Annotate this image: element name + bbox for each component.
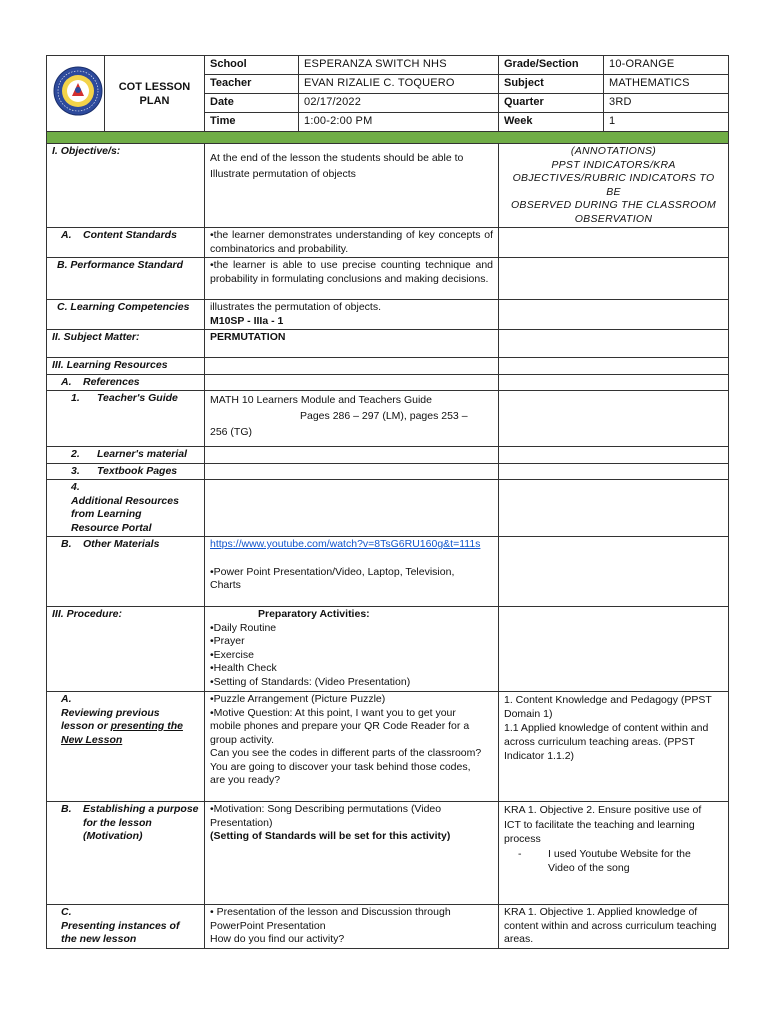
cot-title — [105, 56, 205, 132]
green-divider-band — [47, 132, 729, 144]
objectives-label: I. Objective/s: — [47, 144, 205, 228]
time-label: Time — [205, 113, 299, 132]
other-materials-text: https://www.youtube.com/watch?v=8TsG6RU160g&t=111s •Power Point Presentation/Video, Laptop, Television, Charts — [205, 537, 499, 607]
procedure-label: III. Procedure: — [47, 607, 205, 692]
prep-item: •Setting of Standards: (Video Presentation) — [210, 675, 411, 688]
step-c-text: • Presentation of the lesson and Discussion through PowerPoint Presentation How do you find our activity? — [205, 905, 499, 949]
annotations-header: (ANNOTATIONS) PPST INDICATORS/KRA OBJECTIVES/RUBRIC INDICATORS TO BE OBSERVED DURING THE CLASSROOM OBSERVATION — [499, 144, 729, 228]
step-c-annotation: KRA 1. Objective 1. Applied knowledge of content within and across curriculum teaching areas. — [499, 905, 729, 949]
step-b-label: B. Establishing a purpose for the lesson (Motivation) — [47, 802, 205, 905]
time-value: 1:00-2:00 PM — [299, 113, 499, 132]
deped-seal-icon — [52, 65, 104, 117]
competency-code: M10SP - IIIa - 1 — [210, 314, 284, 327]
subject-matter-label: II. Subject Matter: — [47, 330, 205, 358]
date-label: Date — [205, 94, 299, 113]
content-standards-text: •the learner demonstrates understanding of key concepts of combinatorics and probability. — [205, 228, 499, 258]
teachers-guide-text: MATH 10 Learners Module and Teachers Guide Pages 286 – 297 (LM), pages 253 – 256 (TG) — [205, 391, 499, 447]
prep-item: •Prayer — [210, 635, 245, 647]
lesson-plan-table — [46, 55, 729, 949]
performance-standard-text: •the learner is able to use precise counting technique and probability in formulating conclusions and making decisions. — [205, 258, 499, 300]
subject-value: MATHEMATICS — [604, 75, 729, 94]
step-a-label: A.Reviewing previous lesson or presenting the New Lesson — [47, 692, 205, 802]
step-a-annotation: 1. Content Knowledge and Pedagogy (PPST Domain 1) 1.1 Applied knowledge of content within and across curriculum teaching areas. (PPST Indicator 1.1.2) — [499, 692, 729, 802]
date-value: 02/17/2022 — [299, 94, 499, 113]
teacher-value: EVAN RIZALIE C. TOQUERO — [299, 75, 499, 94]
other-materials-label: B. Other Materials — [47, 537, 205, 607]
teacher-label: Teacher — [205, 75, 299, 94]
prep-item: •Exercise — [210, 648, 254, 661]
additional-resources-label: 4.Additional Resources from Learning Resource Portal — [47, 480, 205, 537]
competencies-annotation — [499, 300, 729, 330]
youtube-link[interactable]: https://www.youtube.com/watch?v=8TsG6RU160g&t=111s — [210, 538, 481, 550]
title-line-1: COT LESSON — [118, 80, 191, 93]
school-value: ESPERANZA SWITCH NHS — [299, 56, 499, 75]
step-c-label: C.Presenting instances of the new lesson — [47, 905, 205, 949]
quarter-label: Quarter — [499, 94, 604, 113]
teachers-guide-label: 1. Teacher's Guide — [47, 391, 205, 447]
performance-standard-annotation — [499, 258, 729, 300]
competencies-text: illustrates the permutation of objects. M10SP - IIIa - 1 — [205, 300, 499, 330]
learners-material-label: 2. Learner's material — [47, 447, 205, 464]
references-label: A. References — [47, 374, 205, 391]
lesson-plan-document — [46, 55, 728, 949]
objectives-text: At the end of the lesson the students should be able to Illustrate permutation of objects — [205, 144, 499, 228]
textbook-pages-label: 3. Textbook Pages — [47, 463, 205, 480]
subject-matter-text: PERMUTATION — [205, 330, 499, 358]
prep-item: •Health Check — [210, 662, 277, 674]
title-line-2: PLAN — [139, 94, 170, 107]
quarter-value: 3RD — [604, 94, 729, 113]
step-b-text: •Motivation: Song Describing permutations (Video Presentation) (Setting of Standards will be set for this activity) — [205, 802, 499, 905]
school-label: School — [205, 56, 299, 75]
week-value: 1 — [604, 113, 729, 132]
grade-value: 10-ORANGE — [604, 56, 729, 75]
learning-resources-label: III. Learning Resources — [47, 358, 205, 375]
performance-standard-label: B. Performance Standard — [47, 258, 205, 300]
preparatory-title: Preparatory Activities: — [258, 608, 370, 620]
step-b-annotation: KRA 1. Objective 2. Ensure positive use of ICT to facilitate the teaching and learning process - I used Youtube Website for the Video of the song — [499, 802, 729, 905]
week-label: Week — [499, 113, 604, 132]
content-standards-annotation — [499, 228, 729, 258]
competencies-label: C. Learning Competencies — [47, 300, 205, 330]
subject-matter-annotation — [499, 330, 729, 358]
content-standards-label: A. Content Standards — [47, 228, 205, 258]
step-a-text: •Puzzle Arrangement (Picture Puzzle) •Motive Question: At this point, I want you to get your mobile phones and prepare your QR Code Reader for a group activity. Can you see the codes in different parts of the classroom? You are going to discover your task behind those codes, are you ready? — [205, 692, 499, 802]
preparatory-activities — [205, 607, 499, 692]
prep-item: •Daily Routine — [210, 621, 277, 634]
logo-cell — [47, 56, 105, 132]
subject-label: Subject — [499, 75, 604, 94]
grade-label: Grade/Section — [499, 56, 604, 75]
